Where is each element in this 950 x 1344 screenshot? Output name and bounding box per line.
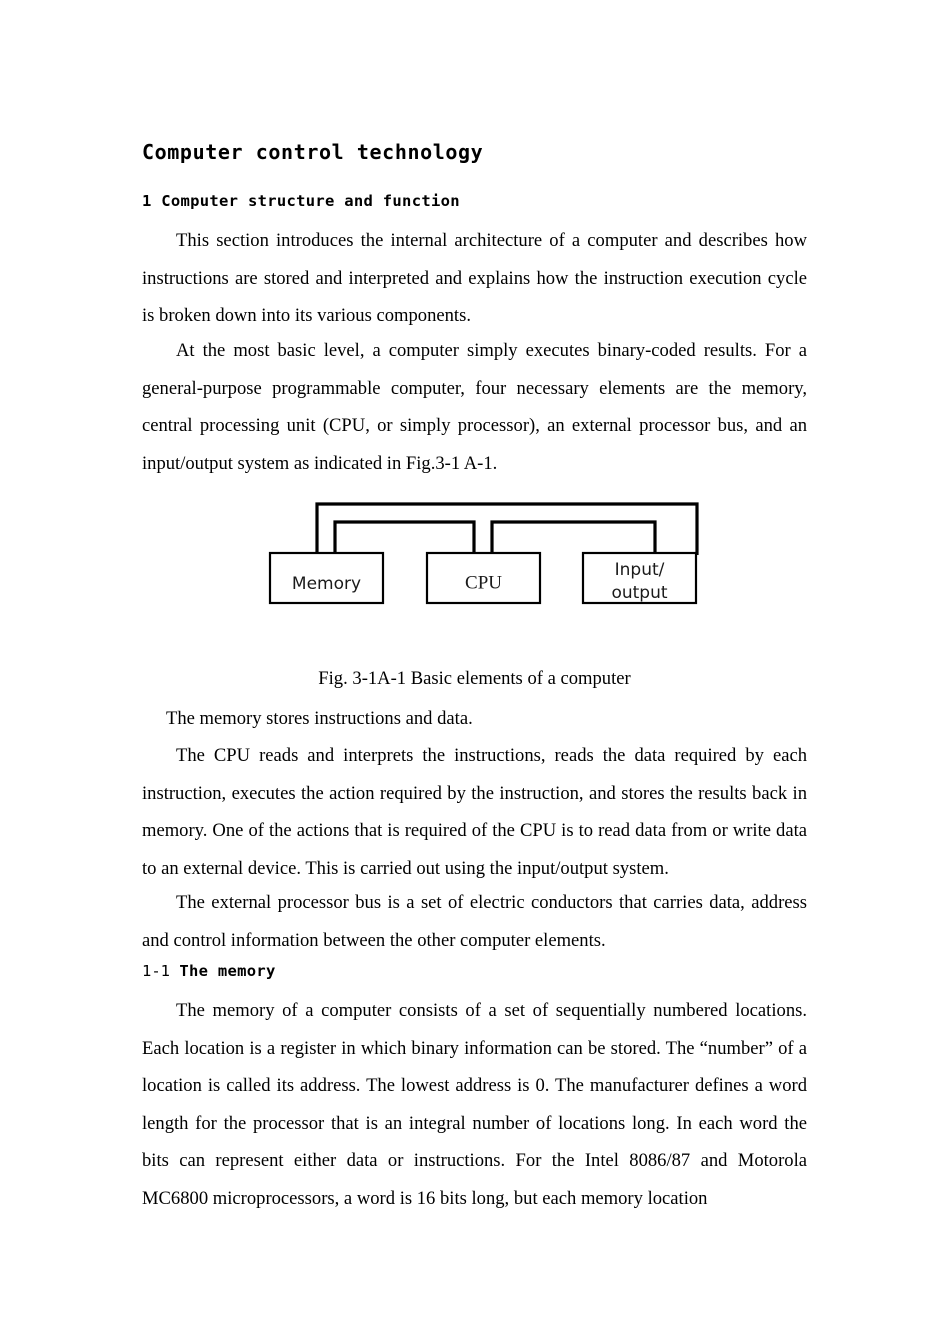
subsection-title: The memory	[179, 962, 276, 980]
figure-caption: Fig. 3-1A-1 Basic elements of a computer	[318, 668, 631, 689]
paragraph-cpu-reads: The CPU reads and interprets the instructions, reads the data required by each instruction, executes the action required by the instruction, and stores the results back in memory. One of the actions that is required of the CPU is to read data from or write data to an external device. This is carried out using the input/output system.	[142, 745, 807, 879]
memory-box-label: Memory	[291, 574, 362, 594]
paragraph-basic-level: At the most basic level, a computer simply executes binary-coded results. For a general-purpose programmable computer, four necessary elements are the memory, central processing unit (CPU, or simply processor), an external processor bus, and an input/output system as indicated in Fig.3-1 A-1.	[142, 340, 807, 474]
cpu-box-label: CPU	[465, 572, 502, 594]
figure-basic-elements	[252, 495, 712, 610]
diagram-box-memory	[270, 553, 383, 603]
paragraph-memory-stores: The memory stores instructions and data.	[166, 708, 473, 729]
diagram-box-cpu	[427, 553, 540, 603]
paragraph-external-bus: The external processor bus is a set of electric conductors that carries data, address and control information between the other computer elements.	[142, 892, 807, 951]
subsection-number: 1-1	[142, 962, 170, 980]
page-title: Computer control technology	[142, 140, 484, 164]
bus-line-outer	[317, 504, 697, 555]
input-output-box-label-line1: Input/	[614, 560, 665, 580]
input-output-box-label-line2: output	[611, 583, 668, 603]
bus-line-inner-left	[335, 522, 474, 555]
subsection-heading-the-memory	[142, 962, 276, 980]
paragraph-memory-definition: The memory of a computer consists of a set of sequentially numbered locations. Each location is a register in which binary information can be stored. The “number” of a location is called its address. The lowest address is 0. The manufacturer defines a word length for the processor that is an integral number of locations long. In each word the bits can represent either data or instructions. For the Intel 8086/87 and Motorola MC6800 microprocessors, a word is 16 bits long, but each memory location	[142, 1000, 807, 1209]
paragraph-intro: This section introduces the internal architecture of a computer and describes how instructions are stored and interpreted and explains how the instruction execution cycle is broken down into its various components.	[142, 230, 807, 326]
section-heading-computer-structure: 1 Computer structure and function	[142, 192, 460, 210]
diagram-box-input-output	[583, 553, 696, 603]
bus-line-inner-right	[492, 522, 655, 555]
figure-diagram-svg	[252, 495, 712, 610]
